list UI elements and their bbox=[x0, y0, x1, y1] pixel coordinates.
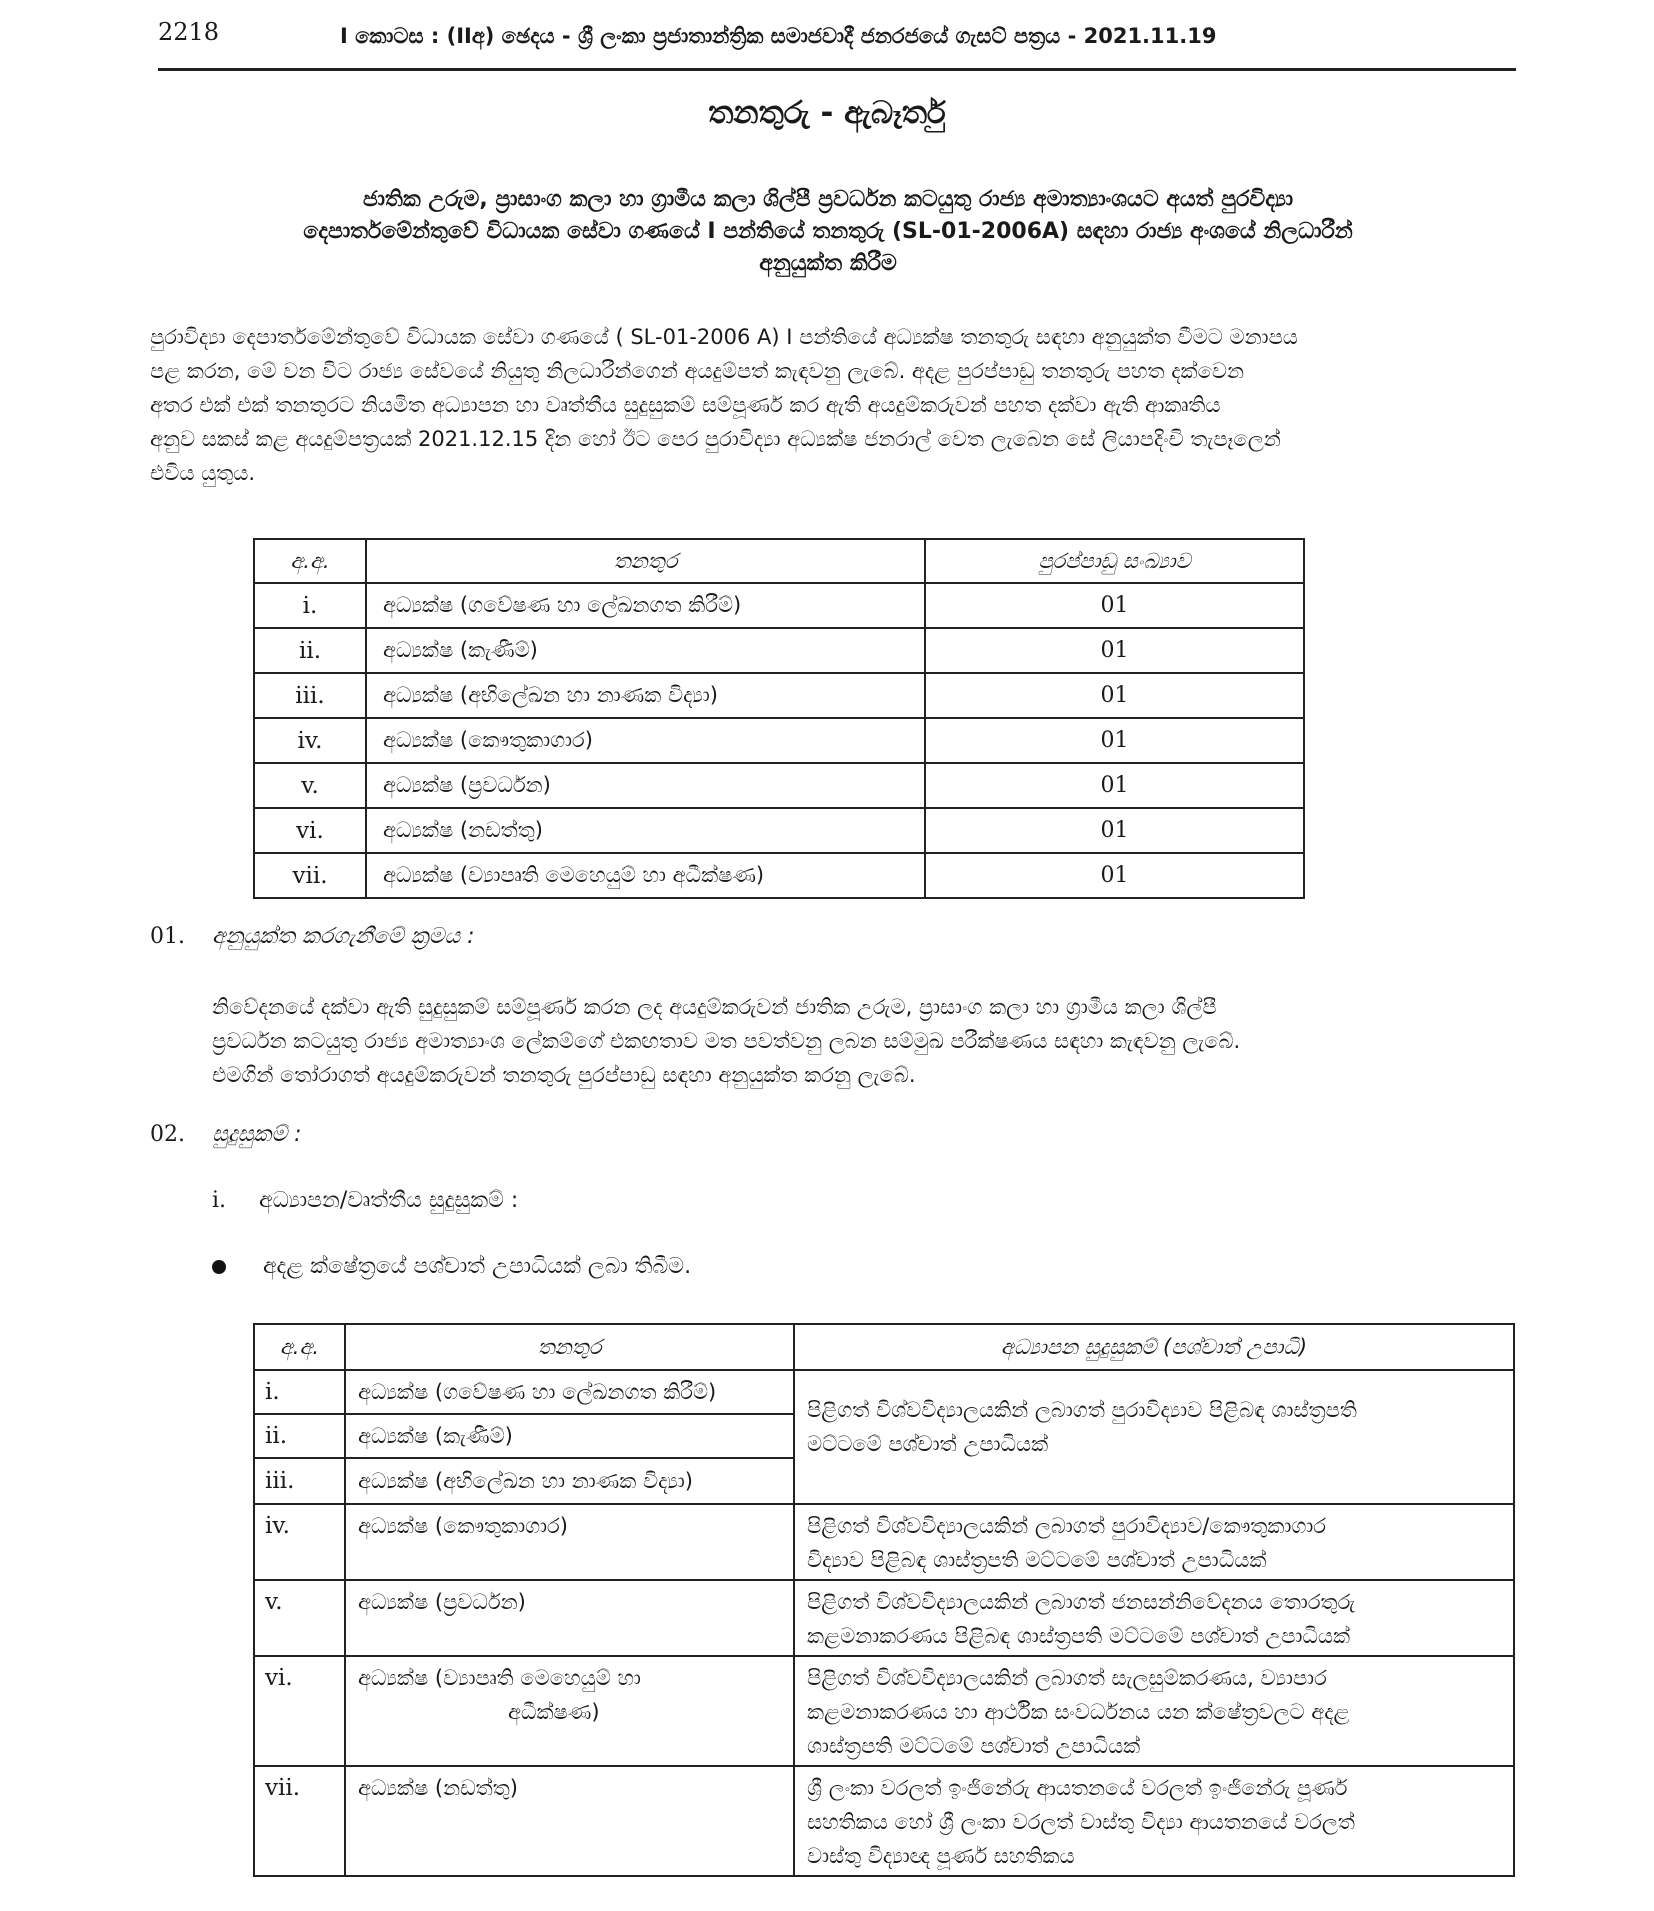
subsection-title: අධ්‍යාපන/වෘත්තීය සුදුසුකම් : bbox=[259, 1188, 519, 1213]
post-name-cell bbox=[345, 1656, 794, 1766]
subsection-i bbox=[212, 1188, 518, 1213]
section-number: 01. bbox=[150, 924, 185, 949]
column-header: අ.අ. bbox=[254, 1324, 345, 1370]
section-number: 02. bbox=[150, 1122, 185, 1147]
qualification-line: ශ්‍රී ලංකා වරලත් ඉංජිනේරු ආයතනයේ වරලත් ඉංජිනේරු පූර්ණ bbox=[807, 1776, 1348, 1800]
post-name: අධීක්ෂණ) bbox=[508, 1700, 600, 1724]
table-row bbox=[254, 1580, 1514, 1656]
table-header-row bbox=[254, 1324, 1514, 1370]
intro-line: පළ කරන, මේ වන විට රාජ්‍ය සේවයේ නියුතු නිලධාරීන්ගෙන් අයදුම්පත් කැඳවනු ලැබේ. අදළ පුරප්පාඩු තනතුරු පහත දක්වෙන bbox=[150, 359, 1245, 383]
section-heading: සුදුසුකම් : bbox=[212, 1122, 302, 1147]
table-row bbox=[254, 583, 1304, 628]
gazette-header: I කොටස : (IIඅ) ඡෙදය - ශ්‍රී ලංකා ප්‍රජාතාන්ත්‍රික සමාජවාදී ජනරජයේ ගැසට් පත්‍රය - 2021.11.19 bbox=[340, 24, 1217, 48]
header-rule bbox=[158, 68, 1516, 71]
qualification-line: පිළිගත් විශ්වවිද්‍යාලයකින් ලබාගත් ජනසන්නිවේදනය තොරතුරු bbox=[807, 1590, 1356, 1614]
table-header-row bbox=[254, 539, 1304, 583]
post-name: අධ්‍යක්ෂ (අභිලේඛන හා නාණක විද්‍යා) bbox=[366, 673, 925, 718]
column-header: පුරප්පාඩු සංඛ්‍යාව bbox=[925, 539, 1304, 583]
qualification-cell bbox=[794, 1656, 1514, 1766]
qualification-line: ශාස්ත්‍රපති මට්ටමේ පශ්චාත් උපාධියක් bbox=[807, 1734, 1141, 1758]
qualification-cell bbox=[794, 1766, 1514, 1876]
heading-line: ජාතික උරුම, ප්‍රාසාංග කලා හා ග්‍රාමීය කලා ශිල්පී ප්‍රවර්ධන කටයුතු රාජ්‍ය අමාත්‍යාංශයට අයත් පුරවිද්‍යා bbox=[362, 187, 1294, 212]
post-name: අධ්‍යක්ෂ (කෞතුකාගාර) bbox=[366, 718, 925, 763]
row-number: iii. bbox=[254, 673, 366, 718]
subsection-number: i. bbox=[212, 1188, 227, 1213]
table-row bbox=[254, 1370, 1514, 1414]
row-number: i. bbox=[254, 1370, 345, 1414]
row-number: vi. bbox=[254, 808, 366, 853]
row-number: iv. bbox=[254, 718, 366, 763]
intro-line: අනුව සකස් කළ අයදුම්පත්‍රයක් 2021.12.15 දින හෝ ඊට පෙර පුරාවිද්‍යා අධ්‍යක්ෂ ජනරාල් වෙත ලැබෙන සේ ලියාපදිංචි තැපෑලෙන් bbox=[150, 427, 1281, 451]
heading-line: දෙපාර්තමේන්තුවේ විධායක සේවා ගණයේ I පන්තියේ තනතුරු (SL-01-2006A) සඳහා රාජ්‍ය අංශයේ නිලධාරීන් bbox=[303, 219, 1353, 244]
post-name: අධ්‍යක්ෂ (කැණීම්) bbox=[345, 1414, 794, 1458]
post-name: අධ්‍යක්ෂ (ප්‍රවර්ධන) bbox=[345, 1580, 794, 1656]
row-number: ii. bbox=[254, 628, 366, 673]
post-name: අධ්‍යක්ෂ (කැණීම්) bbox=[366, 628, 925, 673]
qualification-line: කළමනාකරණය හා ආර්ථික සංවර්ධනය යන ක්ෂේත්‍රවලට අදළ bbox=[807, 1700, 1350, 1724]
qualification-cell bbox=[794, 1504, 1514, 1580]
row-number: i. bbox=[254, 583, 366, 628]
post-name: අධ්‍යක්ෂ (ප්‍රවර්ධන) bbox=[366, 763, 925, 808]
section-01-paragraph bbox=[212, 990, 1516, 1092]
row-number: vii. bbox=[254, 853, 366, 898]
table-row bbox=[254, 628, 1304, 673]
vacancy-table bbox=[253, 538, 1305, 899]
bullet-icon bbox=[212, 1260, 226, 1274]
row-number: ii. bbox=[254, 1414, 345, 1458]
table-row bbox=[254, 1504, 1514, 1580]
column-header: අ.අ. bbox=[254, 539, 366, 583]
qualification-line: පිළිගත් විශ්වවිද්‍යාලයකින් ලබාගත් පුරාවිද්‍යාව/කෞතුකාගාර bbox=[807, 1514, 1326, 1538]
qualification-line: පිළිගත් විශ්වවිද්‍යාලයකින් ලබාගත් පුරාවිද්‍යාව පිළිබඳ ශාස්ත්‍රපති bbox=[807, 1398, 1357, 1422]
post-name: අධ්‍යක්ෂ (කෞතුකාගාර) bbox=[345, 1504, 794, 1580]
column-header: අධ්‍යාපන සුදුසුකම් (පශ්චාත් උපාධි) bbox=[794, 1324, 1514, 1370]
qualification-cell bbox=[794, 1580, 1514, 1656]
qualification-line: විද්‍යාව පිළිබඳ ශාස්ත්‍රපති මට්ටමේ පශ්චාත් උපාධියක් bbox=[807, 1548, 1267, 1572]
paragraph-line: නිවේදනයේ දක්වා ඇති සුදුසුකම් සම්පූර්ණ කරන ලද අයදුම්කරුවන් ජාතික උරුම, ප්‍රාසාංග කලා හා ග්‍රාමීය කලා ශිල්පී bbox=[212, 995, 1217, 1019]
column-header: තනතුර bbox=[345, 1324, 794, 1370]
section-heading: අනුයුක්ත කරගැනීමේ ක්‍රමය : bbox=[212, 924, 475, 949]
column-header: තනතුර bbox=[366, 539, 925, 583]
table-row bbox=[254, 763, 1304, 808]
intro-paragraph bbox=[150, 320, 1518, 490]
qualification-line: වාස්තු විද්‍යාඥ පූර්ණ සහතිකය bbox=[807, 1844, 1075, 1868]
vacancy-count: 01 bbox=[925, 718, 1304, 763]
qualification-cell bbox=[794, 1370, 1514, 1504]
post-name: අධ්‍යක්ෂ (ගවේෂණ හා ලේඛනගත කිරීම්) bbox=[366, 583, 925, 628]
vacancy-count: 01 bbox=[925, 853, 1304, 898]
bullet-text: අදළ ක්ෂේත්‍රයේ පශ්චාත් උපාධියක් ලබා තිබීම. bbox=[263, 1254, 692, 1279]
table-row bbox=[254, 673, 1304, 718]
table-row bbox=[254, 1766, 1514, 1876]
vacancy-count: 01 bbox=[925, 628, 1304, 673]
post-name: අධ්‍යක්ෂ (ව්‍යාපෘති මෙහෙයුම් හා අධීක්ෂණ) bbox=[366, 853, 925, 898]
paragraph-line: එමගින් තෝරාගත් අයදුම්කරුවන් තනතුරු පුරප්පාඩු සඳහා අනුයුක්ත කරනු ලැබේ. bbox=[212, 1063, 916, 1087]
qualification-line: සහතිකය හෝ ශ්‍රී ලංකා වරලත් වාස්තු විද්‍යා ආයතනයේ වරලත් bbox=[807, 1810, 1355, 1834]
qualification-line: පිළිගත් විශ්වවිද්‍යාලයකින් ලබාගත් සැලසුම්කරණය, ව්‍යාපාර bbox=[807, 1666, 1327, 1690]
intro-line: අතර එක් එක් තනතුරට නියමිත අධ්‍යාපන හා වෘත්තීය සුදුසුකම් සම්පූර්ණ කර ඇති අයදුම්කරුවන් පහත දක්වා ඇති ආකෘතිය bbox=[150, 393, 1221, 417]
qualification-line: මට්ටමේ පශ්චාත් උපාධියක් bbox=[807, 1432, 1049, 1456]
section-title: තනතුරු - ඇබෑර්තු bbox=[708, 95, 946, 131]
vacancy-count: 01 bbox=[925, 673, 1304, 718]
row-number: v. bbox=[254, 763, 366, 808]
table-row bbox=[254, 808, 1304, 853]
intro-line: එවිය යුතුය. bbox=[150, 461, 256, 485]
table-row bbox=[254, 718, 1304, 763]
table-row bbox=[254, 1656, 1514, 1766]
heading-line: අනුයුක්ත කිරීම bbox=[759, 251, 897, 276]
page-number: 2218 bbox=[158, 18, 220, 46]
qualification-line: කළමනාකරණය පිළිබඳ ශාස්ත්‍රපති මට්ටමේ පශ්චාත් උපාධියක් bbox=[807, 1624, 1351, 1648]
row-number: v. bbox=[254, 1580, 345, 1656]
vacancy-count: 01 bbox=[925, 763, 1304, 808]
row-number: vii. bbox=[254, 1766, 345, 1876]
paragraph-line: ප්‍රවර්ධන කටයුතු රාජ්‍ය අමාත්‍යාංශ ලේකම්ගේ එකඟතාව මත පවත්වනු ලබන සම්මුඛ පරීක්ෂණය සඳහා කැඳවනු ලැබේ. bbox=[212, 1029, 1241, 1053]
post-name: අධ්‍යක්ෂ (ව්‍යාපෘති මෙහෙයුම් හා bbox=[358, 1666, 641, 1690]
bullet-item bbox=[212, 1254, 691, 1279]
vacancy-count: 01 bbox=[925, 583, 1304, 628]
row-number: iii. bbox=[254, 1458, 345, 1504]
post-name: අධ්‍යක්ෂ (ගවේෂණ හා ලේඛනගත කිරීම්) bbox=[345, 1370, 794, 1414]
vacancy-count: 01 bbox=[925, 808, 1304, 853]
row-number: vi. bbox=[254, 1656, 345, 1766]
row-number: iv. bbox=[254, 1504, 345, 1580]
intro-line: පුරාවිද්‍යා දෙපාර්තමේන්තුවේ විධායක සේවා ගණයේ ( SL-01-2006 A) I පන්තියේ අධ්‍යක්ෂ තනතුරු සඳහා අනුයුක්ත වීමට මනාපය bbox=[150, 325, 1298, 349]
post-name: අධ්‍යක්ෂ (අභිලේඛන හා නාණක විද්‍යා) bbox=[345, 1458, 794, 1504]
post-name: අධ්‍යක්ෂ (නඩත්තු) bbox=[366, 808, 925, 853]
post-name: අධ්‍යක්ෂ (නඩත්තු) bbox=[345, 1766, 794, 1876]
qualification-table bbox=[253, 1323, 1515, 1877]
table-row bbox=[254, 853, 1304, 898]
notice-heading bbox=[178, 184, 1478, 280]
